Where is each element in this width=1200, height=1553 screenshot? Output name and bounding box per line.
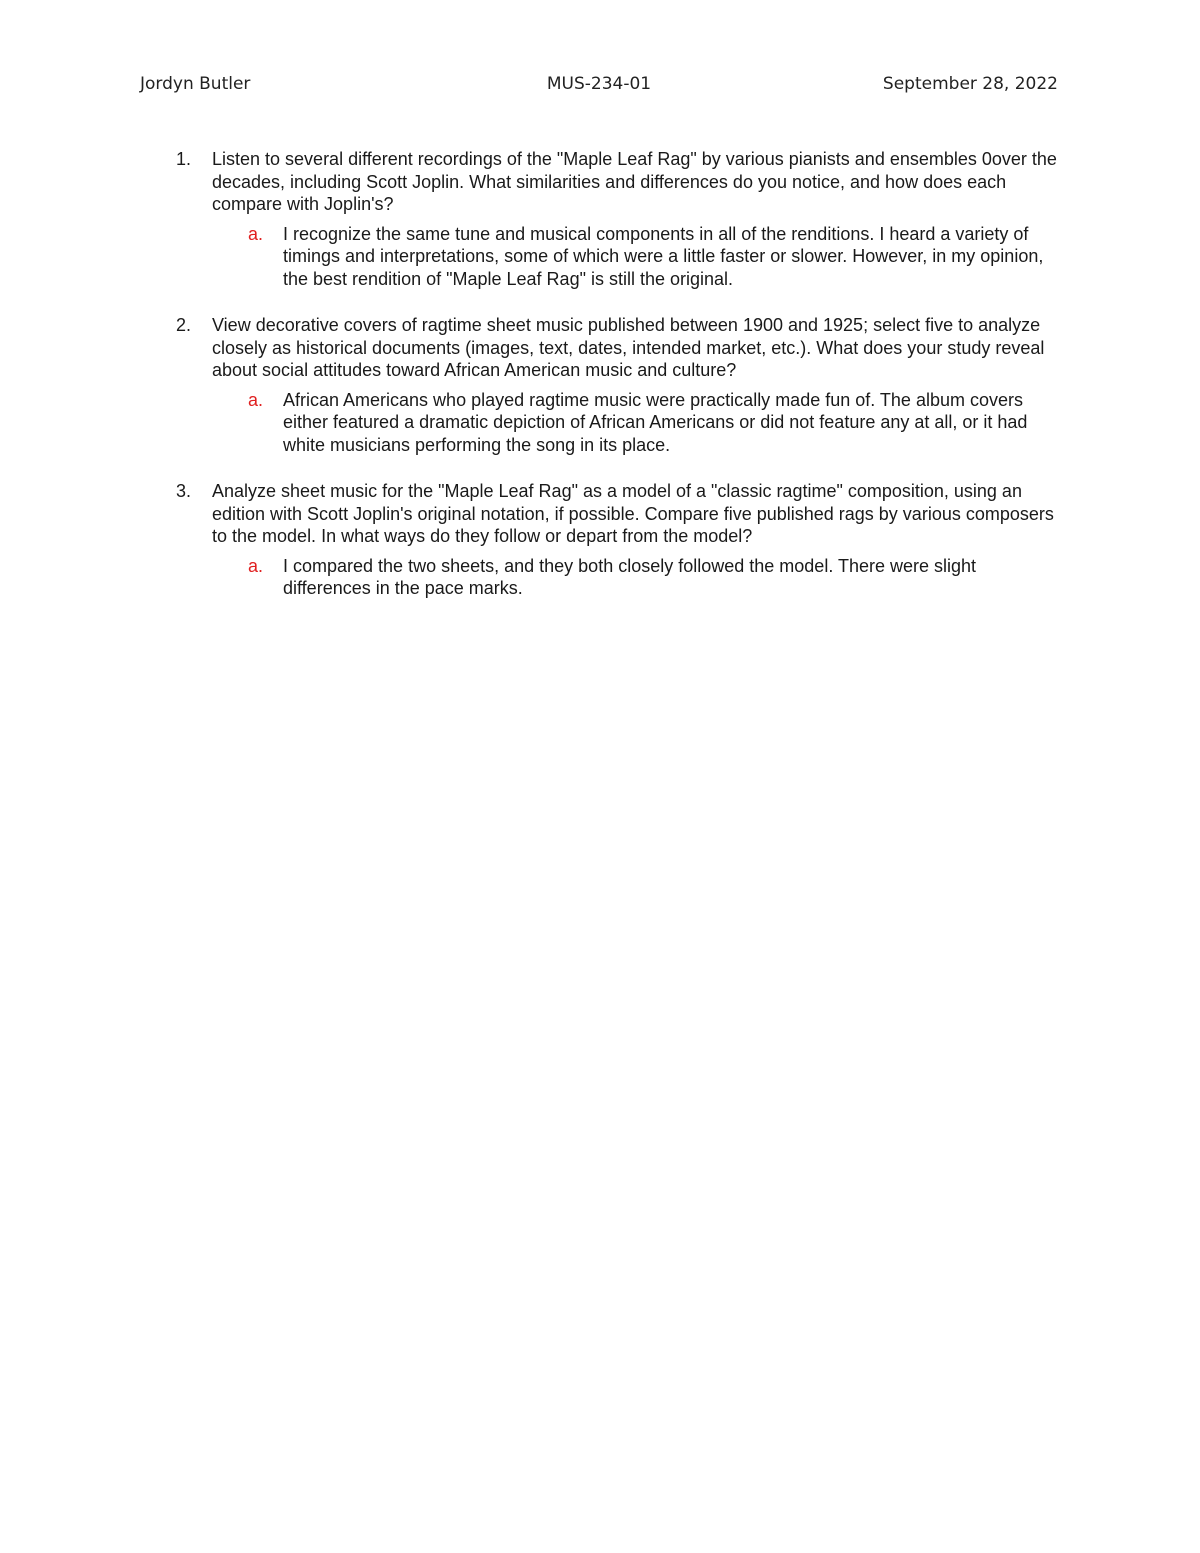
question-number: 3.: [176, 481, 192, 501]
answer-item: [212, 555, 1060, 600]
question-number: 2.: [176, 315, 192, 335]
question-item: [176, 480, 1060, 600]
answer-marker: a.: [248, 389, 264, 410]
course-code: MUS-234-01: [546, 74, 652, 94]
answer-item: [212, 389, 1060, 457]
question-text: Analyze sheet music for the "Maple Leaf Rag" as a model of a "classic ragtime" composition, using an edition with Scott Joplin's original notation, if possible. Compare five published rags by various composers to the model. In what ways do they follow or depart from the model?: [212, 481, 1054, 546]
question-list: [176, 148, 1060, 624]
question-item: [176, 148, 1060, 290]
page-header: [140, 74, 1058, 98]
answer-text: I compared the two sheets, and they both closely followed the model. There were slight differences in the pace marks.: [283, 555, 977, 598]
question-text: Listen to several different recordings of the "Maple Leaf Rag" by various pianists and ensembles 0over the decades, including Scott Joplin. What similarities and differences do you notice, and how does each compare with Joplin's?: [212, 149, 1057, 214]
answer-text: African Americans who played ragtime music were practically made fun of. The album covers either featured a dramatic depiction of African Americans or did not feature any at all, or it had white musicians performing the song in its place.: [283, 389, 1028, 455]
answer-item: [212, 223, 1060, 291]
question-number: 1.: [176, 149, 192, 169]
student-name: Jordyn Butler: [140, 74, 251, 94]
question-item: [176, 314, 1060, 456]
answer-marker: a.: [248, 555, 264, 576]
answer-marker: a.: [248, 223, 264, 244]
question-text: View decorative covers of ragtime sheet music published between 1900 and 1925; select five to analyze closely as historical documents (images, text, dates, intended market, etc.). What does your study reveal about social attitudes toward African American music and culture?: [212, 315, 1045, 380]
answer-text: I recognize the same tune and musical components in all of the renditions. I heard a variety of timings and interpretations, some of which were a little faster or slower. However, in my opinion, the best rendition of "Maple Leaf Rag" is still the original.: [283, 223, 1044, 289]
assignment-date: September 28, 2022: [882, 74, 1058, 94]
